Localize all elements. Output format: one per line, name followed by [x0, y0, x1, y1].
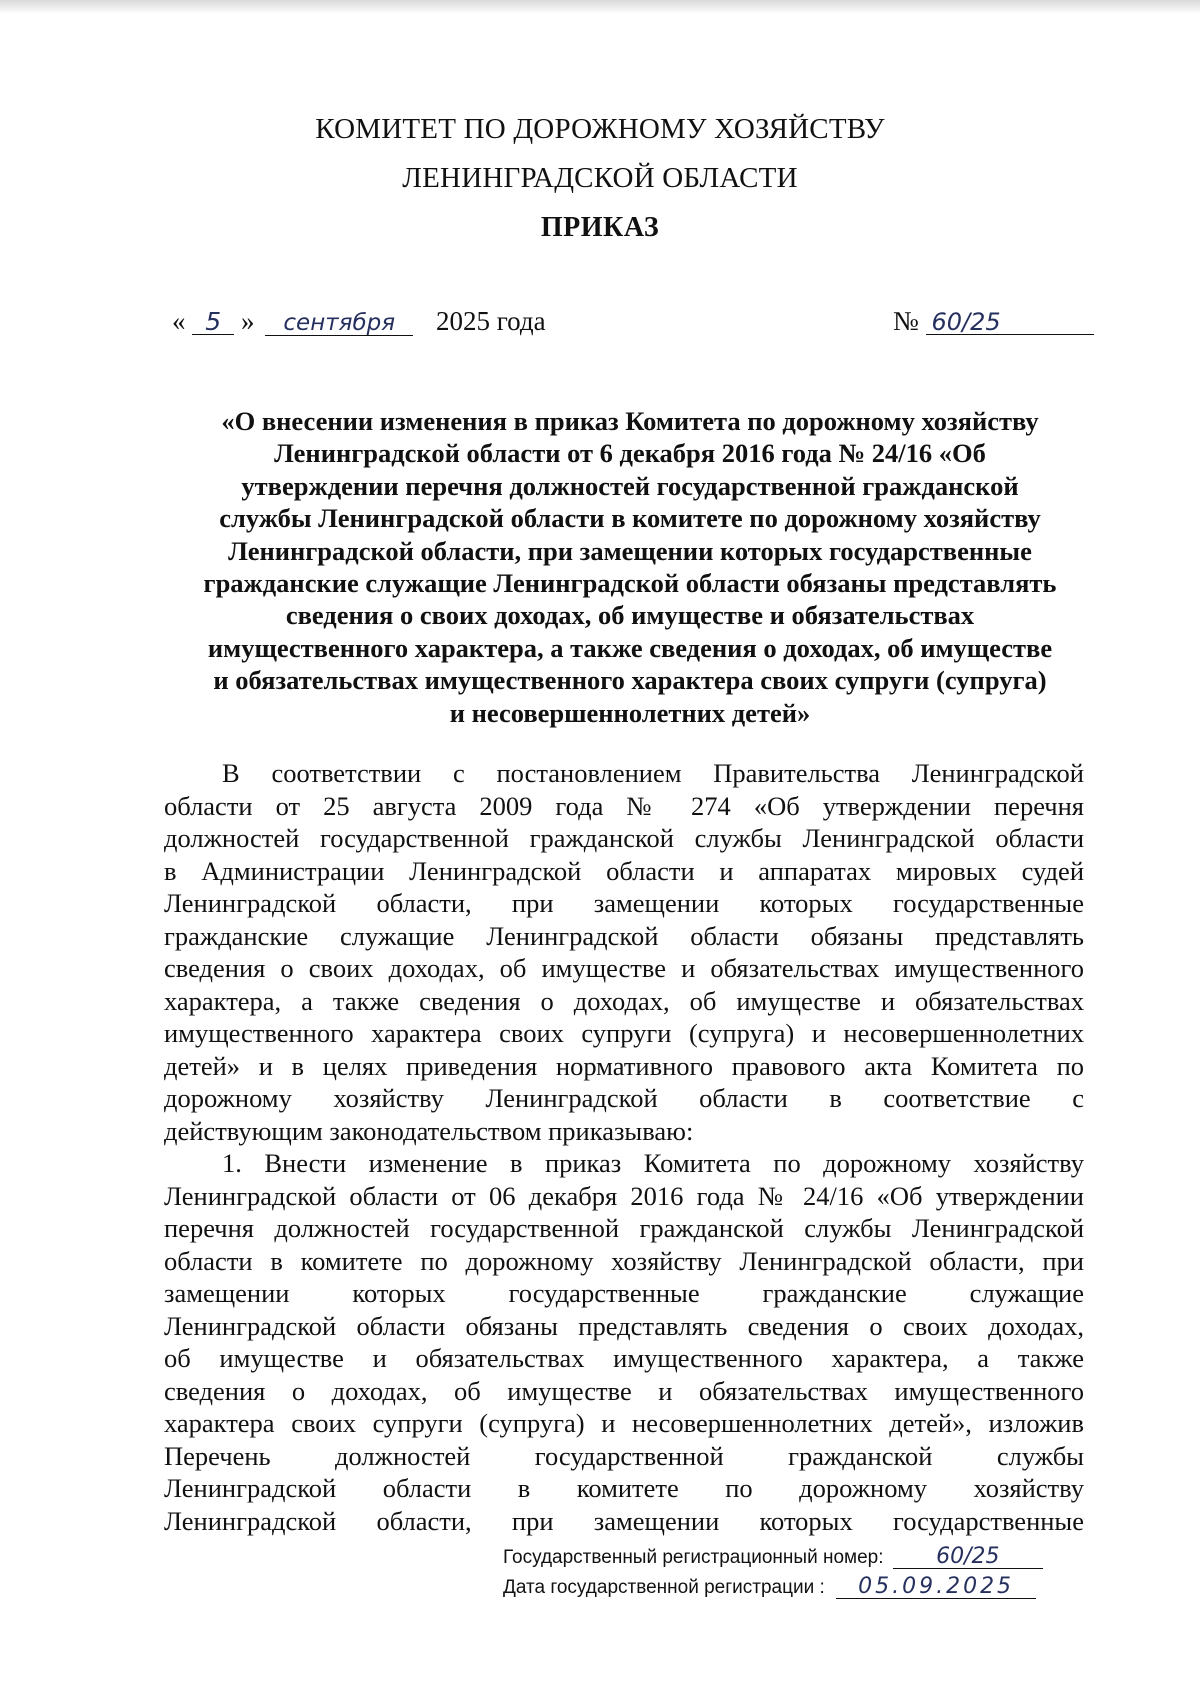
subject-line: и несовершеннолетних детей» — [449, 697, 811, 728]
body-line: В соответствии с постановлением Правительства Ленинградской — [222, 758, 1084, 788]
subject-line: утверждении перечня должностей государственной гражданской — [241, 470, 1019, 501]
body-line: характера, а также сведения о доходах, об имуществе и обязательствах — [164, 985, 1084, 1016]
body-line: имущественного характера своих супруги (супруга) и несовершеннолетних — [164, 1018, 1084, 1048]
order-date — [172, 306, 546, 337]
document-type: ПРИКАЗ — [540, 212, 660, 243]
body-line: 1. Внести изменение в приказ Комитета по дорожному хозяйству — [222, 1148, 1084, 1178]
body-line: дорожному хозяйству Ленинградской области в соответствие с — [164, 1083, 1084, 1113]
body-line: Ленинградской области, при замещении которых государственные — [164, 1505, 1084, 1536]
body-line: должностей государственной гражданской службы Ленинградской области — [164, 823, 1084, 853]
body-line: Перечень должностей государственной гражданской службы — [164, 1440, 1084, 1471]
body-line: сведения о доходах, об имуществе и обязательствах имущественного — [164, 1375, 1084, 1406]
body-line: об имуществе и обязательствах имущественного характера, а также — [164, 1343, 1084, 1373]
handwritten-month: сентября — [265, 312, 413, 336]
organization-region: ЛЕНИНГРАДСКОЙ ОБЛАСТИ — [402, 162, 798, 194]
registration-date — [503, 1576, 1036, 1599]
body-line: гражданские служащие Ленинградской области обязаны представлять — [164, 920, 1084, 951]
handwritten-day: 5 — [192, 309, 234, 335]
registration-date-label: Дата государственной регистрации : — [503, 1577, 825, 1598]
order-number — [893, 306, 1094, 337]
handwritten-registration-number: 60/25 — [893, 1546, 1043, 1569]
subject-line: сведения о своих доходах, об имуществе и обязательствах — [285, 600, 975, 631]
subject-line: службы Ленинградской области в комитете по дорожному хозяйству — [219, 503, 1041, 534]
body-line: сведения о своих доходах, об имуществе и обязательствах имущественного — [164, 953, 1084, 983]
body-line: области в комитете по дорожному хозяйству Ленинградской области, при — [164, 1245, 1084, 1276]
scan-edge — [0, 0, 1200, 14]
body-line: Ленинградской области от 06 декабря 2016 года № 24/16 «Об утверждении — [164, 1180, 1084, 1211]
order-body — [164, 757, 1084, 1537]
body-line: действующим законодательством приказываю: — [164, 1115, 694, 1146]
subject-line: и обязательствах имущественного характера своих супруги (супруга) — [213, 665, 1047, 696]
body-line: детей» и в целях приведения нормативного правового акта Комитета по — [164, 1050, 1084, 1081]
order-subject — [172, 405, 1088, 729]
subject-line: имущественного характера, а также сведения о доходах, об имуществе — [207, 632, 1053, 663]
registration-number-label: Государственный регистрационный номер: — [503, 1547, 884, 1568]
body-line: Ленинградской области обязаны представлять сведения о своих доходах, — [164, 1310, 1084, 1341]
subject-line: Ленинградской области, при замещении которых государственные — [228, 535, 1032, 566]
handwritten-number: 60/25 — [926, 310, 1094, 335]
body-line: Ленинградской области в комитете по дорожному хозяйству — [164, 1473, 1084, 1503]
body-line: Ленинградской области, при замещении которых государственные — [164, 888, 1084, 918]
handwritten-registration-date: 05.09.2025 — [836, 1576, 1036, 1599]
close-quote: » — [241, 306, 255, 336]
order-year: 2025 года — [436, 306, 546, 336]
subject-line: «О внесении изменения в приказ Комитета по дорожному хозяйству — [221, 406, 1039, 436]
organization-name: КОМИТЕТ ПО ДОРОЖНОМУ ХОЗЯЙСТВУ — [315, 113, 885, 145]
body-line: перечня должностей государственной гражданской службы Ленинградской — [164, 1213, 1084, 1243]
registration-number — [503, 1546, 1043, 1569]
body-line: области от 25 августа 2009 года № 274 «Об утверждении перечня — [164, 790, 1084, 821]
body-line: характера своих супруги (супруга) и несовершеннолетних детей», изложив — [164, 1408, 1084, 1438]
body-line: в Администрации Ленинградской области и аппаратах мировых судей — [164, 855, 1084, 886]
number-label: № — [893, 306, 919, 336]
body-line: замещении которых государственные гражданские служащие — [164, 1278, 1084, 1308]
subject-line: гражданские служащие Ленинградской области обязаны представлять — [203, 568, 1057, 599]
open-quote: « — [172, 306, 186, 336]
subject-line: Ленинградской области от 6 декабря 2016 года № 24/16 «Об — [274, 438, 986, 469]
